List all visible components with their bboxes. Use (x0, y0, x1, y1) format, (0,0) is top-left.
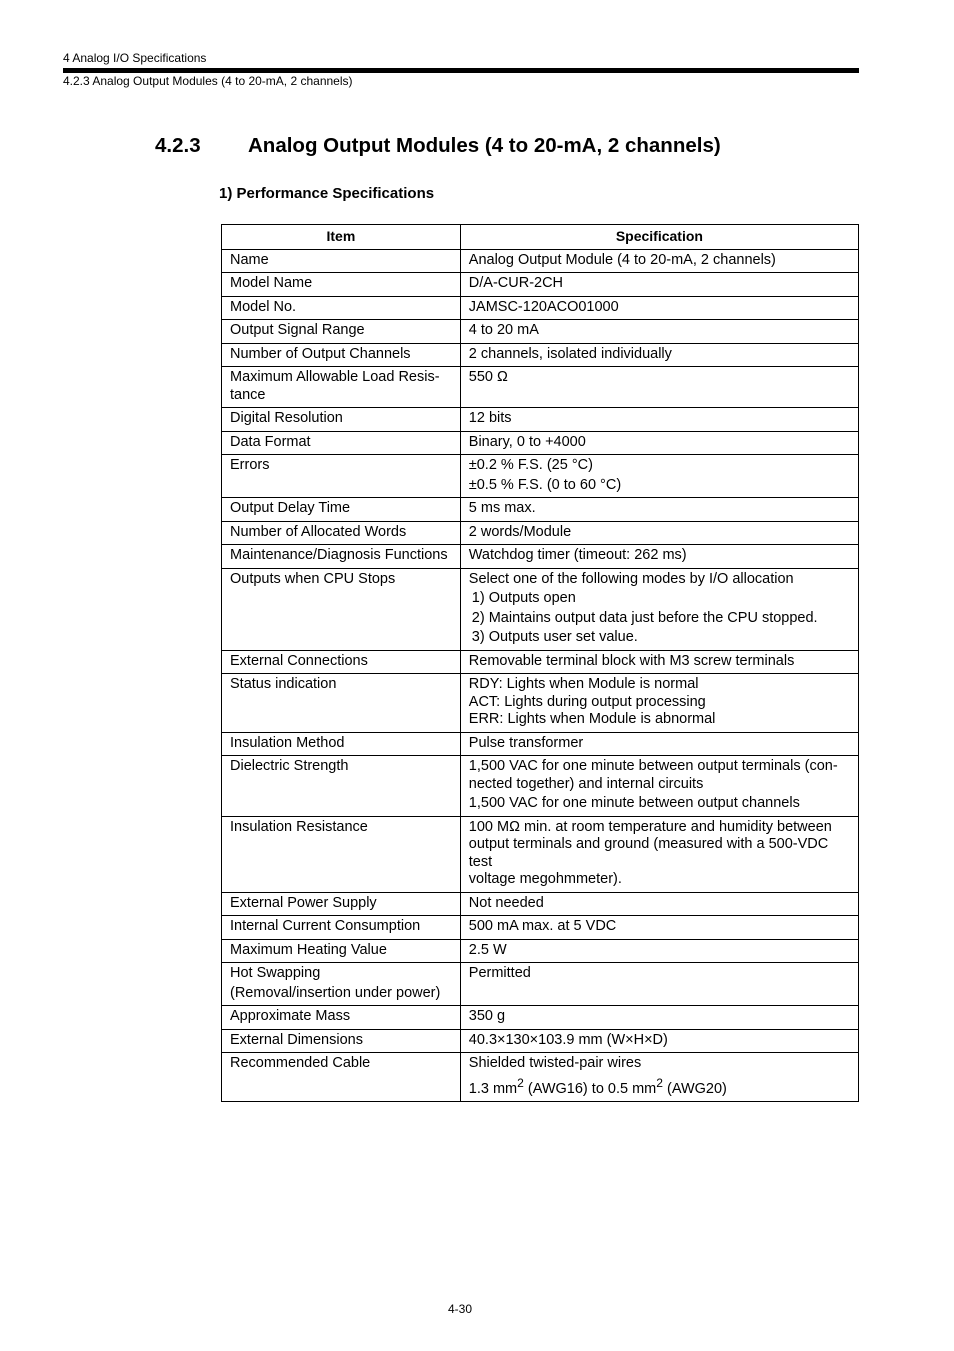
spec-text: ACT: Lights during output processing (468, 693, 706, 710)
item-text: Outputs when CPU Stops (230, 570, 396, 587)
table-row (222, 892, 859, 916)
spec-cell (460, 249, 858, 273)
table-body (222, 249, 859, 1101)
spec-text: 1) Outputs open (471, 590, 576, 606)
spec-cell (460, 320, 858, 344)
spec-cell (460, 732, 858, 756)
superscript: 2 (517, 1075, 524, 1090)
item-text: Name (230, 251, 269, 268)
spec-text: 2 channels, isolated individually (468, 345, 672, 362)
item-cell (222, 674, 461, 733)
item-cell (222, 650, 461, 674)
header-rule (63, 68, 859, 73)
item-cell (222, 521, 461, 545)
item-cell (222, 1006, 461, 1030)
table-row (222, 916, 859, 940)
spec-text: Analog Output Module (4 to 20-mA, 2 channels) (468, 251, 776, 268)
item-text: External Dimensions (230, 1031, 363, 1048)
page-number: 4-30 (447, 1302, 473, 1316)
spec-text: Pulse transformer (468, 734, 584, 751)
spec-text: Shielded twisted-pair wires (468, 1055, 642, 1071)
item-text: Hot Swapping (230, 965, 321, 981)
cable-size-text (469, 1075, 850, 1098)
item-text: tance (230, 386, 266, 403)
table-row (222, 545, 859, 569)
spec-text: 1,500 VAC for one minute between output terminals (con- (468, 758, 838, 774)
item-cell (222, 1029, 461, 1053)
item-text: Model Name (230, 275, 313, 291)
item-cell (222, 367, 461, 408)
spec-cell (460, 916, 858, 940)
table-row (222, 408, 859, 432)
cable-text: (AWG16) to 0.5 mm (523, 1080, 657, 1097)
section-number: 4.2.3 (155, 134, 201, 157)
item-text: Insulation Method (230, 734, 345, 751)
spec-text: 500 mA max. at 5 VDC (468, 918, 617, 934)
item-cell (222, 296, 461, 320)
item-cell (222, 431, 461, 455)
item-text: Data Format (230, 433, 311, 450)
spec-cell (460, 1029, 858, 1053)
item-cell (222, 498, 461, 522)
spec-text: Permitted (468, 965, 531, 981)
item-text: Number of Output Channels (230, 345, 411, 362)
spec-text: 1,500 VAC for one minute between output channels (468, 795, 800, 811)
table-row (222, 455, 859, 498)
spec-cell (460, 1053, 858, 1102)
item-text: Insulation Resistance (230, 818, 368, 835)
table-row (222, 521, 859, 545)
item-text: External Power Supply (230, 894, 377, 911)
item-cell (222, 816, 461, 892)
item-text: Output Delay Time (230, 500, 351, 516)
spec-cell (460, 939, 858, 963)
item-text: Maximum Heating Value (230, 941, 387, 958)
spec-text: 550 Ω (468, 369, 508, 385)
spec-text: ±0.2 % F.S. (25 °C) (468, 457, 593, 473)
spec-text: voltage megohmmeter). (468, 871, 622, 887)
item-cell (222, 756, 461, 817)
item-text: External Connections (230, 652, 368, 669)
spec-text: Not needed (468, 894, 544, 911)
table-row (222, 756, 859, 817)
spec-cell (460, 1006, 858, 1030)
spec-cell (460, 498, 858, 522)
table-row (222, 1053, 859, 1102)
spec-text: D/A-CUR-2CH (468, 275, 564, 291)
table-row (222, 296, 859, 320)
item-cell (222, 320, 461, 344)
spec-text: 2 words/Module (468, 523, 572, 540)
running-header-chapter: 4 Analog I/O Specifications (63, 51, 207, 65)
item-cell (222, 249, 461, 273)
table-row (222, 732, 859, 756)
spec-cell (460, 367, 858, 408)
item-cell (222, 343, 461, 367)
item-cell (222, 916, 461, 940)
spec-cell (460, 568, 858, 650)
cable-text: 1.3 mm (468, 1080, 518, 1097)
item-cell (222, 273, 461, 297)
item-cell (222, 1053, 461, 1102)
item-text: Dielectric Strength (230, 758, 349, 774)
spec-cell (460, 521, 858, 545)
spec-cell (460, 408, 858, 432)
spec-text: 2.5 W (468, 941, 507, 958)
superscript: 2 (656, 1075, 663, 1090)
spec-text: RDY: Lights when Module is normal (468, 676, 699, 692)
spec-cell (460, 650, 858, 674)
table-row (222, 568, 859, 650)
spec-cell (460, 296, 858, 320)
table-row (222, 650, 859, 674)
item-text: Output Signal Range (230, 322, 365, 338)
table-row (222, 939, 859, 963)
item-text: Internal Current Consumption (230, 918, 421, 934)
column-header-item: Item (222, 225, 461, 250)
spec-text: output terminals and ground (measured with a 500-VDC test (468, 836, 829, 870)
item-cell (222, 455, 461, 498)
spec-cell (460, 343, 858, 367)
running-header-section: 4.2.3 Analog Output Modules (4 to 20-mA, 2 channels) (63, 74, 353, 88)
table-row (222, 273, 859, 297)
item-text: Digital Resolution (230, 410, 343, 426)
item-text: Approximate Mass (230, 1008, 351, 1024)
spec-text: Watchdog timer (timeout: 262 ms) (468, 547, 687, 563)
item-cell (222, 939, 461, 963)
item-cell (222, 408, 461, 432)
subsection-title: 1) Performance Specifications (219, 185, 435, 202)
performance-spec-table (221, 224, 859, 1102)
item-text: Recommended Cable (230, 1055, 371, 1071)
item-text: Maintenance/Diagnosis Functions (230, 547, 448, 563)
spec-text: Select one of the following modes by I/O allocation (468, 570, 794, 587)
table-row (222, 674, 859, 733)
spec-text: 40.3×130×103.9 mm (W×H×D) (468, 1031, 668, 1048)
table-row (222, 1006, 859, 1030)
table-row (222, 249, 859, 273)
spec-text: Removable terminal block with M3 screw terminals (468, 652, 795, 669)
spec-cell (460, 674, 858, 733)
table-row (222, 1029, 859, 1053)
item-text: Model No. (230, 298, 297, 315)
item-text: (Removal/insertion under power) (230, 984, 441, 1001)
item-text: Status indication (230, 676, 337, 692)
spec-text: 3) Outputs user set value. (471, 629, 638, 645)
table-row (222, 343, 859, 367)
spec-cell (460, 455, 858, 498)
section-title: Analog Output Modules (4 to 20-mA, 2 channels) (248, 134, 721, 157)
cable-text: (AWG20) (662, 1080, 727, 1097)
spec-cell (460, 431, 858, 455)
spec-text: 100 MΩ min. at room temperature and humidity between (468, 818, 832, 835)
item-text: Maximum Allowable Load Resis- (230, 369, 440, 385)
spec-text: Binary, 0 to +4000 (468, 433, 586, 450)
spec-cell (460, 963, 858, 1006)
table-row (222, 498, 859, 522)
item-text: Number of Allocated Words (230, 523, 407, 540)
spec-text: ERR: Lights when Module is abnormal (468, 711, 716, 727)
spec-cell (460, 756, 858, 817)
table-row (222, 367, 859, 408)
item-cell (222, 545, 461, 569)
spec-text: 4 to 20 mA (468, 322, 539, 338)
spec-cell (460, 545, 858, 569)
spec-text: JAMSC-120ACO01000 (468, 298, 619, 315)
section-heading (155, 134, 721, 158)
spec-text: 12 bits (468, 410, 512, 426)
spec-cell (460, 273, 858, 297)
spec-text: 2) Maintains output data just before the CPU stopped. (471, 609, 818, 626)
spec-text: nected together) and internal circuits (468, 775, 704, 792)
spec-text: ±0.5 % F.S. (0 to 60 °C) (468, 476, 622, 493)
table-row (222, 816, 859, 892)
item-cell (222, 963, 461, 1006)
column-header-specification: Specification (460, 225, 858, 250)
item-cell (222, 568, 461, 650)
spec-cell (460, 892, 858, 916)
table-row (222, 320, 859, 344)
item-cell (222, 732, 461, 756)
spec-text: 350 g (468, 1008, 506, 1024)
table-row (222, 431, 859, 455)
item-cell (222, 892, 461, 916)
spec-cell (460, 816, 858, 892)
table-header-row (222, 225, 859, 250)
spec-text: 5 ms max. (468, 500, 536, 516)
table-row (222, 963, 859, 1006)
item-text: Errors (230, 457, 270, 473)
